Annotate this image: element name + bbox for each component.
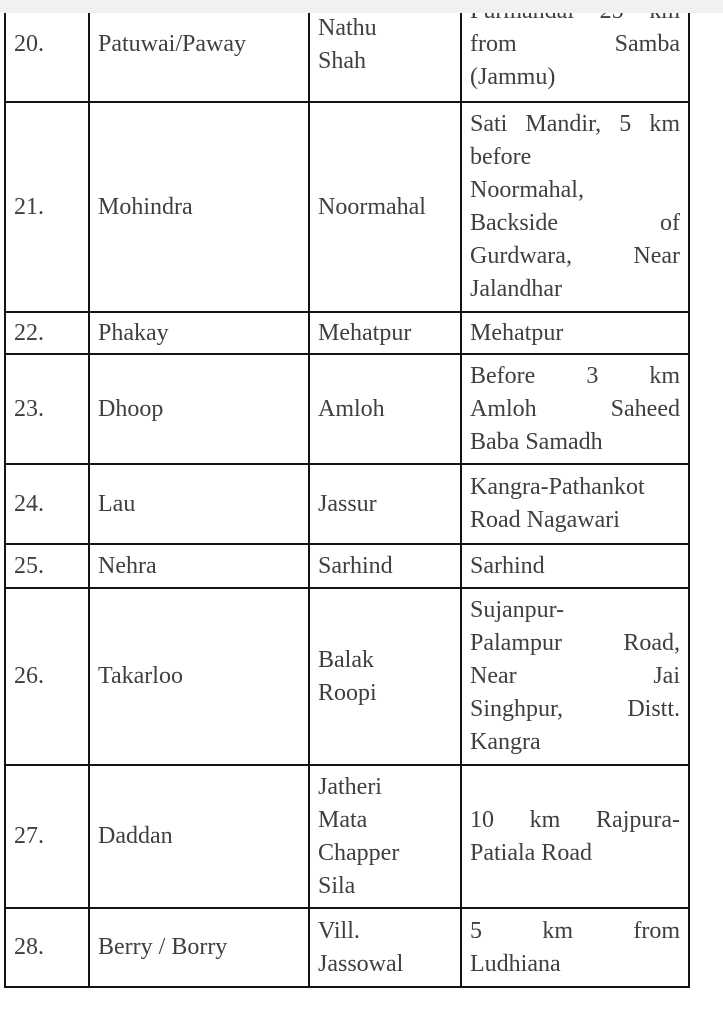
- place-line: Vill.: [318, 917, 360, 944]
- cell-clan-name: Patuwai/Paway: [89, 0, 309, 102]
- table-row: [5, 312, 689, 354]
- cell-location: [461, 0, 689, 102]
- cell-place: [309, 588, 461, 765]
- table-body: [5, 0, 689, 987]
- place-line: Mehatpur: [318, 319, 412, 346]
- place-line: Shah: [318, 47, 366, 74]
- cell-location: [461, 588, 689, 765]
- cell-location: [461, 354, 689, 464]
- table-row: [5, 908, 689, 987]
- location-line: Sujanpur-: [470, 597, 565, 623]
- place-line: Jatheri: [318, 773, 382, 800]
- cell-clan-name: Nehra: [89, 544, 309, 588]
- cell-serial-number: 25.: [5, 544, 89, 588]
- cell-clan-name: Lau: [89, 464, 309, 544]
- location-line: Near Jai: [470, 663, 680, 689]
- location-line: Kangra: [470, 729, 541, 755]
- cell-serial-number: 21.: [5, 102, 89, 312]
- cell-clan-name: Daddan: [89, 765, 309, 908]
- table-row: [5, 102, 689, 312]
- location-line: Baba Samadh: [470, 428, 603, 455]
- location-line: Patiala Road: [470, 839, 592, 866]
- place-line: Mata: [318, 806, 368, 833]
- cell-place: [309, 765, 461, 908]
- location-line: Ludhiana: [470, 950, 561, 977]
- location-line: Kangra-Pathankot: [470, 474, 645, 500]
- cell-clan-name: Takarloo: [89, 588, 309, 765]
- location-line: Sarhind: [470, 552, 545, 579]
- place-line: Roopi: [318, 679, 377, 706]
- cell-clan-name: Dhoop: [89, 354, 309, 464]
- place-line: Noormahal: [318, 193, 426, 220]
- place-line: Chapper: [318, 839, 400, 866]
- table-row: [5, 544, 689, 588]
- cell-clan-name: Berry / Borry: [89, 908, 309, 987]
- place-line: Sila: [318, 872, 356, 899]
- location-line: Palampur Road,: [470, 630, 680, 656]
- location-line: Road Nagawari: [470, 507, 620, 533]
- location-line: Singhpur, Distt.: [470, 696, 680, 722]
- table-row: [5, 464, 689, 544]
- cell-location: [461, 312, 689, 354]
- location-line: (Jammu): [470, 64, 556, 90]
- place-line: Amloh: [318, 395, 385, 422]
- place-line: Balak: [318, 646, 374, 673]
- cell-location: [461, 765, 689, 908]
- location-line: Mehatpur: [470, 319, 564, 346]
- cell-place: [309, 908, 461, 987]
- top-strip: [0, 0, 723, 13]
- location-line: Jalandhar: [470, 276, 562, 302]
- location-line: Before 3 km: [470, 362, 680, 389]
- cell-clan-name: Phakay: [89, 312, 309, 354]
- cell-serial-number: 26.: [5, 588, 89, 765]
- cell-location: [461, 464, 689, 544]
- cell-serial-number: 24.: [5, 464, 89, 544]
- place-line: Jassowal: [318, 950, 404, 977]
- cell-place: [309, 544, 461, 588]
- table-row: [5, 354, 689, 464]
- location-line: 5 km from: [470, 917, 680, 944]
- place-line: Sarhind: [318, 552, 393, 579]
- locations-table: [4, 0, 690, 988]
- location-line: Sati Mandir, 5 km: [470, 111, 680, 137]
- location-line: from Samba: [470, 31, 680, 57]
- cell-serial-number: 23.: [5, 354, 89, 464]
- cell-place: [309, 354, 461, 464]
- location-line: Noormahal,: [470, 177, 584, 203]
- location-line: before: [470, 144, 532, 170]
- place-line: Nathu: [318, 14, 377, 41]
- table-row: [5, 588, 689, 765]
- cell-place: [309, 102, 461, 312]
- cell-serial-number: 22.: [5, 312, 89, 354]
- location-line: Backside of: [470, 210, 680, 236]
- table-row: [5, 0, 689, 102]
- cell-place: [309, 312, 461, 354]
- content-area: [4, 0, 690, 988]
- cell-location: [461, 102, 689, 312]
- cell-place: [309, 464, 461, 544]
- cell-serial-number: 20.: [5, 0, 89, 102]
- cell-clan-name: Mohindra: [89, 102, 309, 312]
- cell-location: [461, 544, 689, 588]
- location-line: Amloh Saheed: [470, 395, 680, 422]
- table-row: [5, 765, 689, 908]
- location-line: Gurdwara, Near: [470, 243, 680, 269]
- cell-serial-number: 28.: [5, 908, 89, 987]
- cell-serial-number: 27.: [5, 765, 89, 908]
- location-line: 10 km Rajpura-: [470, 806, 680, 833]
- cell-location: [461, 908, 689, 987]
- cell-place: [309, 0, 461, 102]
- place-line: Jassur: [318, 490, 377, 517]
